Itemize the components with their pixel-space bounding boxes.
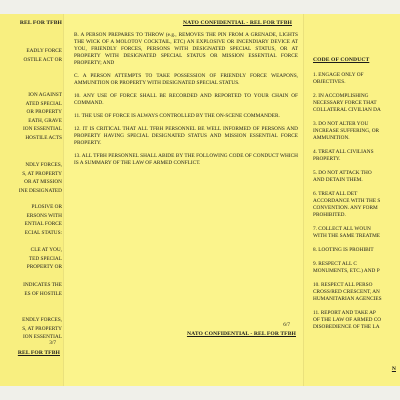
- left-text-line: ION ESSENTIAL: [23, 334, 62, 340]
- code-of-conduct-item: [313, 149, 400, 163]
- paragraph: B. A PERSON PREPARES TO THROW (e.g., REMOVES THE PIN FROM A GRENADE, LIGHTS THE WICK OF A MOLOTOV COCKTAIL, ETC) AN EXPLOSIVE OR INCENDIARY DEVICE AT YOU, FRIENDLY FORCES, PERSONS WITH DESIGNATED SPECIAL STATUS, OR AT PROPERTY WITH DESIGNATED SPECIAL STATUS OR MISSION ESSENTIAL FORCE PROPERTY; AND: [74, 32, 298, 66]
- code-of-conduct-line: 7. COLLECT ALL WOUN: [313, 226, 371, 232]
- code-of-conduct-line: 1. ENGAGE ONLY OF: [313, 72, 364, 78]
- code-of-conduct-item: [313, 93, 400, 114]
- left-text-line: INE DESIGNATED: [18, 187, 62, 194]
- code-of-conduct-line: INCREASE SUFFERING, OR: [313, 128, 380, 134]
- left-text-line: ION AGAINST: [28, 92, 62, 98]
- code-of-conduct-line: NECESSARY FORCE THAT: [313, 100, 377, 106]
- left-text-line: S, AT PROPERTY: [22, 170, 62, 177]
- code-of-conduct-item: [313, 226, 400, 240]
- paragraph: 13. ALL TFBH PERSONNEL SHALL ABIDE BY THE FOLLOWING CODE OF CONDUCT WHICH IS A SUMMARY OF THE LAW OF ARMED CONFLICT.: [74, 153, 298, 166]
- left-text-line: INDICATES THE: [23, 282, 62, 288]
- left-text-line: TED SPECIAL: [28, 255, 62, 262]
- left-text-line: ERSONS WITH: [26, 212, 62, 219]
- left-text-line: PROPERTY OR: [26, 264, 62, 270]
- code-of-conduct-line: 6. TREAT ALL DET: [313, 191, 358, 197]
- left-text-line: S, AT PROPERTY: [22, 325, 62, 332]
- left-text-line: OR PROPERTY: [26, 109, 62, 115]
- left-text-line: PLOSIVE OR: [31, 204, 62, 210]
- code-of-conduct-item: [313, 247, 400, 254]
- left-text-line: ECIAL STATUS:: [24, 229, 62, 236]
- code-of-conduct-line: 8. LOOTING IS PROHIBIT: [313, 247, 374, 253]
- left-text-line: OR AT MISSION: [24, 179, 62, 185]
- paragraph: 11. THE USE OF FORCE IS ALWAYS CONTROLLED BY THE ON-SCENE COMMANDER.: [74, 113, 280, 119]
- paragraph: 10. ANY USE OF FORCE SHALL BE RECORDED AND REPORTED TO YOUR CHAIN OF COMMAND.: [74, 93, 298, 106]
- code-of-conduct-line: 4. TREAT ALL CIVILIANS: [313, 149, 374, 155]
- code-of-conduct-line: DISOBEDIENCE OF THE LA: [313, 324, 380, 330]
- code-of-conduct-line: 3. DO NOT ALTER YOU: [313, 121, 369, 127]
- left-footer-fragment: REL FOR TFBH: [17, 350, 60, 356]
- left-text-line: HOSTILE ACTS: [25, 134, 62, 141]
- code-of-conduct-line: 9. RESPECT ALL C: [313, 261, 357, 267]
- code-of-conduct-line: ACCORDANCE WITH THE S: [313, 198, 381, 204]
- page-footer: NATO CONFIDENTIAL - REL FOR TFBH: [186, 331, 296, 337]
- code-of-conduct-line: 11. REPORT AND TAKE AP: [313, 310, 376, 316]
- code-of-conduct-line: OBJECTIVES.: [313, 79, 346, 85]
- code-of-conduct-item: [313, 310, 400, 331]
- code-of-conduct-item: [313, 72, 400, 86]
- left-page-number: 3/7: [49, 340, 56, 346]
- code-of-conduct-line: AND DETAIN THEM.: [313, 177, 363, 183]
- left-text-line: EADLY FORCE: [26, 48, 62, 54]
- left-text-line: ES OF HOSTILE: [24, 290, 62, 297]
- left-text-line: ENDLY FORCES,: [22, 317, 62, 323]
- code-of-conduct-list: [313, 72, 400, 331]
- left-text-line: NDLY FORCES,: [25, 162, 62, 168]
- code-of-conduct-line: AMMUNITION.: [313, 135, 350, 141]
- paragraph: C. A PERSON ATTEMPTS TO TAKE POSSESSION OF FRIENDLY FORCE WEAPONS, AMMUNITION OR PROPERTY WITH DESIGNATED SPECIAL STATUS.: [74, 73, 298, 86]
- code-of-conduct-line: OF THE LAW OF ARMED CO: [313, 317, 382, 323]
- code-of-conduct-line: CROSS/RED CRESCENT, AN: [313, 289, 380, 295]
- code-of-conduct-line: PROHIBITED.: [313, 212, 346, 218]
- code-of-conduct-line: PROPERTY.: [313, 156, 341, 162]
- code-of-conduct-line: HUMANITARIAN AGENCIES: [313, 296, 382, 302]
- right-footer-fragment: N: [391, 366, 396, 372]
- code-of-conduct-title: CODE OF CONDUCT: [313, 57, 370, 63]
- code-of-conduct-item: [313, 261, 400, 275]
- code-of-conduct-line: WITH THE SAME TREATME: [313, 233, 381, 239]
- code-of-conduct-item: [313, 121, 400, 142]
- page-header: NATO CONFIDENTIAL - REL FOR TFBH: [182, 20, 292, 26]
- left-text-line: ION ESSENTIAL: [23, 126, 62, 132]
- code-of-conduct-line: 2. IN ACCOMPLISHING: [313, 93, 369, 99]
- code-of-conduct-line: MONUMENTS, ETC.) AND P: [313, 268, 380, 274]
- code-of-conduct-item: [313, 170, 400, 184]
- left-header-fragment: REL FOR TFBH: [19, 20, 62, 26]
- middle-page-number: 6/7: [283, 322, 290, 328]
- code-of-conduct-line: COLLATERAL CIVILIAN DA: [313, 107, 381, 113]
- left-text-line: OSTILE ACT OR: [23, 56, 62, 63]
- right-panel: [304, 14, 400, 386]
- middle-paragraphs: [74, 32, 298, 167]
- left-text-line: CLE AT YOU,: [30, 247, 62, 253]
- left-text-line: ATED SPECIAL: [25, 100, 62, 107]
- code-of-conduct-item: [313, 191, 400, 219]
- left-panel: [0, 14, 64, 386]
- code-of-conduct-item: [313, 282, 400, 303]
- middle-panel: [64, 14, 304, 386]
- code-of-conduct-line: 5. DO NOT ATTACK THO: [313, 170, 372, 176]
- code-of-conduct-line: 10. RESPECT ALL PERSO: [313, 282, 373, 288]
- left-text-line: ENTIAL FORCE: [24, 221, 62, 227]
- paragraph: 12. IT IS CRITICAL THAT ALL TFBH PERSONNEL BE WELL INFORMED OF PERSONS AND PROPERTY HAVING SPECIAL DESIGNATED STATUS AND MISSION ESSENTIAL FORCE PROPERTY.: [74, 126, 298, 146]
- left-text-line: EATH, GRAVE: [28, 117, 62, 124]
- code-of-conduct-line: CONVENTION. ANY FORM: [313, 205, 378, 211]
